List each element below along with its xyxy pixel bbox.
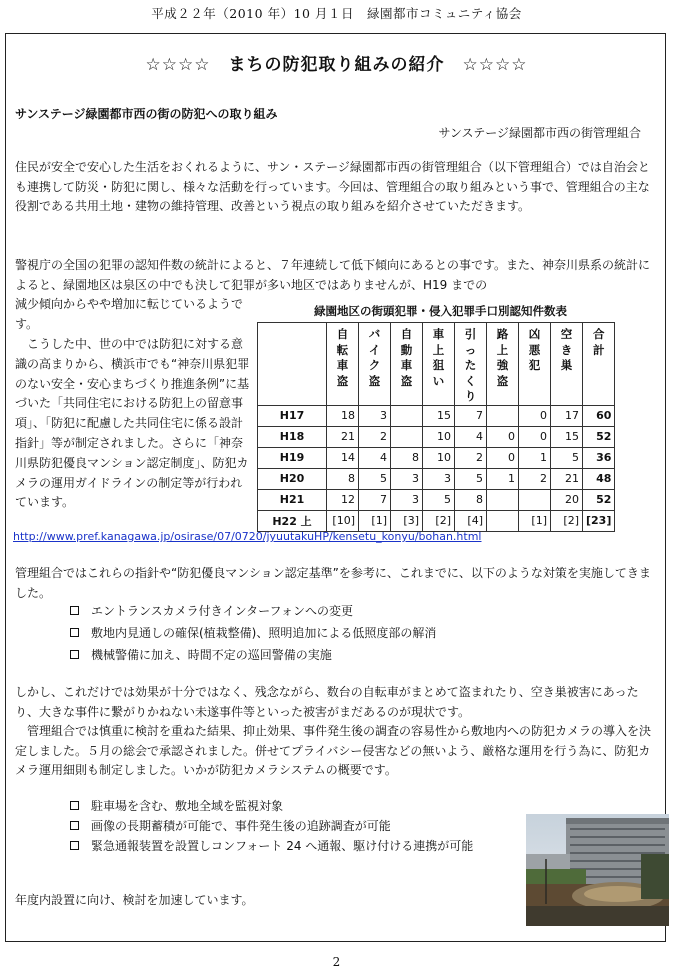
camera-decision-paragraph: 管理組合では慎重に検討を重ねた結果、抑止効果、事件発生後の調査の容易性から敷地内への防犯カメラの導入を決定しました。５月の総会で承認されました。併せてプライバシー侵害などの無いよう、厳格な運用を行う為に、防犯カメラ運用細則も制定しました。いかが防犯カメラシステムの概要です。 bbox=[15, 724, 652, 777]
table-corner-cell bbox=[258, 323, 327, 406]
row-label: H20 bbox=[258, 468, 327, 489]
article-subtitle: サンステージ緑園都市西の街の防犯への取り組み bbox=[15, 107, 278, 121]
table-cell: 10 bbox=[423, 447, 455, 468]
col-header: 引ったくり bbox=[455, 323, 487, 406]
table-cell: [2] bbox=[423, 510, 455, 531]
table-cell: 17 bbox=[551, 405, 583, 426]
table-cell: 8 bbox=[391, 447, 423, 468]
table-cell: 10 bbox=[423, 426, 455, 447]
total-cell: 52 bbox=[583, 426, 615, 447]
article-frame bbox=[5, 33, 666, 942]
table-cell: 4 bbox=[359, 447, 391, 468]
table-cell: [2] bbox=[551, 510, 583, 531]
col-header: 自転車盗 bbox=[327, 323, 359, 406]
table-cell: 3 bbox=[391, 468, 423, 489]
table-cell bbox=[519, 489, 551, 510]
measure-item: エントランスカメラ付きインターフォンへの変更 bbox=[70, 602, 353, 621]
table-row bbox=[258, 426, 615, 447]
table-cell: [1] bbox=[519, 510, 551, 531]
table-cell: 3 bbox=[423, 468, 455, 489]
checkbox-square-icon bbox=[70, 650, 79, 659]
row-label: H22 上 bbox=[258, 510, 327, 531]
table-row bbox=[258, 468, 615, 489]
table-cell: 3 bbox=[359, 405, 391, 426]
table-cell: 15 bbox=[423, 405, 455, 426]
measure-item: 機械警備に加え、時間不定の巡回警備の実施 bbox=[70, 646, 332, 665]
row-label: H19 bbox=[258, 447, 327, 468]
table-cell: [4] bbox=[455, 510, 487, 531]
col-header: 路上強盗 bbox=[487, 323, 519, 406]
table-cell: 12 bbox=[327, 489, 359, 510]
camera-feature-item: 駐車場を含む、敷地全域を監視対象 bbox=[70, 797, 283, 816]
checkbox-square-icon bbox=[70, 606, 79, 615]
checkbox-square-icon bbox=[70, 821, 79, 830]
apartment-photo bbox=[526, 814, 669, 926]
table-cell: [3] bbox=[391, 510, 423, 531]
table-cell: 8 bbox=[327, 468, 359, 489]
table-cell: 15 bbox=[551, 426, 583, 447]
measures-intro-paragraph: 管理組合ではこれらの指針や“防犯優良マンション認定基準”を参考に、これまでに、以下のような対策を実施してきました。 bbox=[15, 566, 651, 600]
article-title: ☆☆☆☆ まちの防犯取り組みの紹介 ☆☆☆☆ bbox=[145, 55, 528, 75]
table-header-row bbox=[258, 323, 615, 406]
table-cell: 0 bbox=[487, 426, 519, 447]
table-cell: 3 bbox=[391, 489, 423, 510]
table-cell bbox=[487, 489, 519, 510]
table-cell: 1 bbox=[487, 468, 519, 489]
crime-stats-table bbox=[257, 322, 615, 532]
table-cell: 5 bbox=[423, 489, 455, 510]
table-cell bbox=[391, 405, 423, 426]
total-cell: 60 bbox=[583, 405, 615, 426]
checkbox-square-icon bbox=[70, 628, 79, 637]
table-cell bbox=[487, 510, 519, 531]
article-author: サンステージ緑園都市西の街管理組合 bbox=[438, 126, 641, 140]
page-header: 平成２２年（2010 年）10 月１日 緑園都市コミュニティ協会 bbox=[151, 6, 522, 21]
total-cell: 52 bbox=[583, 489, 615, 510]
table-cell bbox=[391, 426, 423, 447]
total-cell: 36 bbox=[583, 447, 615, 468]
stats-paragraph-cont: 減少傾向からやや増加に転じているようです。 bbox=[15, 297, 244, 331]
table-cell: 7 bbox=[359, 489, 391, 510]
table-cell: 21 bbox=[327, 426, 359, 447]
col-header: 車上狙い bbox=[423, 323, 455, 406]
row-label: H21 bbox=[258, 489, 327, 510]
checkbox-square-icon bbox=[70, 841, 79, 850]
measure-item: 敷地内見通しの確保(植栽整備)、照明追加による低照度部の解消 bbox=[70, 624, 436, 643]
table-cell: 1 bbox=[519, 447, 551, 468]
table-row bbox=[258, 489, 615, 510]
table-cell: 2 bbox=[455, 447, 487, 468]
table-cell: 20 bbox=[551, 489, 583, 510]
camera-feature-item: 画像の長期蓄積が可能で、事件発生後の追跡調査が可能 bbox=[70, 817, 391, 836]
table-cell: 18 bbox=[327, 405, 359, 426]
table-cell: [1] bbox=[359, 510, 391, 531]
closing-paragraph: 年度内設置に向け、検討を加速しています。 bbox=[15, 893, 254, 907]
stats-paragraph: 警視庁の全国の犯罪の認知件数の統計によると、７年連続して低下傾向にあるとの事です。また、神奈川県系の統計によると、緑園地区は泉区の中でも決して犯罪が多い地区ではありませんが、H19 までの bbox=[15, 258, 651, 292]
total-cell: 48 bbox=[583, 468, 615, 489]
total-cell: [23] bbox=[583, 510, 615, 531]
table-cell: 7 bbox=[455, 405, 487, 426]
checkbox-square-icon bbox=[70, 801, 79, 810]
table-cell: 5 bbox=[455, 468, 487, 489]
table-row bbox=[258, 405, 615, 426]
col-header-total: 合計 bbox=[583, 323, 615, 406]
table-title: 緑園地区の街頭犯罪・侵入犯罪手口別認知件数表 bbox=[314, 304, 567, 318]
table-cell: 5 bbox=[551, 447, 583, 468]
camera-feature-item: 緊急通報装置を設置しコンフォート 24 へ通報、駆け付ける連携が可能 bbox=[70, 837, 473, 856]
table-cell: 0 bbox=[519, 426, 551, 447]
table-cell: 14 bbox=[327, 447, 359, 468]
col-header: 凶悪犯 bbox=[519, 323, 551, 406]
apartment-building-image bbox=[526, 814, 669, 926]
table-cell: [10] bbox=[327, 510, 359, 531]
table-cell: 2 bbox=[359, 426, 391, 447]
table-cell: 5 bbox=[359, 468, 391, 489]
page-number: 2 bbox=[332, 955, 341, 969]
table-cell: 2 bbox=[519, 468, 551, 489]
table-cell bbox=[487, 405, 519, 426]
table-cell: 8 bbox=[455, 489, 487, 510]
table-cell: 21 bbox=[551, 468, 583, 489]
col-header: 自動車盗 bbox=[391, 323, 423, 406]
table-cell: 0 bbox=[519, 405, 551, 426]
guidelines-paragraph: こうした中、世の中では防犯に対する意識の高まりから、横浜市でも“神奈川県犯罪のない安全・安心まちづくり推進条例”に基づいた「共同住宅における防犯上の留意事項」、「防犯に配慮した共同住宅に係る設計指針」等が制定されました。さらに「神奈川県防犯優良マンション認定制度」、防犯カメラの運用ガイドラインの制定等が行われています。 bbox=[15, 337, 250, 510]
intro-paragraph: 住民が安全で安心した生活をおくれるように、サン・ステージ緑園都市西の街管理組合（以下管理組合）では自治会とも連携して防災・防犯に関し、様々な活動を行っています。今回は、管理組合の取り組みという事で、管理組合の主な役割である共用土地・建物の維持管理、改善という視点の取り組みを紹介させていただきます。 bbox=[15, 160, 650, 213]
row-label: H18 bbox=[258, 426, 327, 447]
table-row bbox=[258, 447, 615, 468]
table-cell: 4 bbox=[455, 426, 487, 447]
row-label: H17 bbox=[258, 405, 327, 426]
col-header: 空き巣 bbox=[551, 323, 583, 406]
col-header: バイク盗 bbox=[359, 323, 391, 406]
table-cell: 0 bbox=[487, 447, 519, 468]
table-row bbox=[258, 510, 615, 531]
damage-paragraph: しかし、これだけでは効果が十分ではなく、残念ながら、数台の自転車がまとめて盗まれたり、空き巣被害にあったり、大きな事件に繋がりかねない未遂事件等といった被害がまだあるのが現状です。 bbox=[15, 685, 639, 719]
reference-link[interactable]: http://www.pref.kanagawa.jp/osirase/07/0720/jyuutakuHP/kensetu_konyu/bohan.html bbox=[13, 530, 482, 543]
